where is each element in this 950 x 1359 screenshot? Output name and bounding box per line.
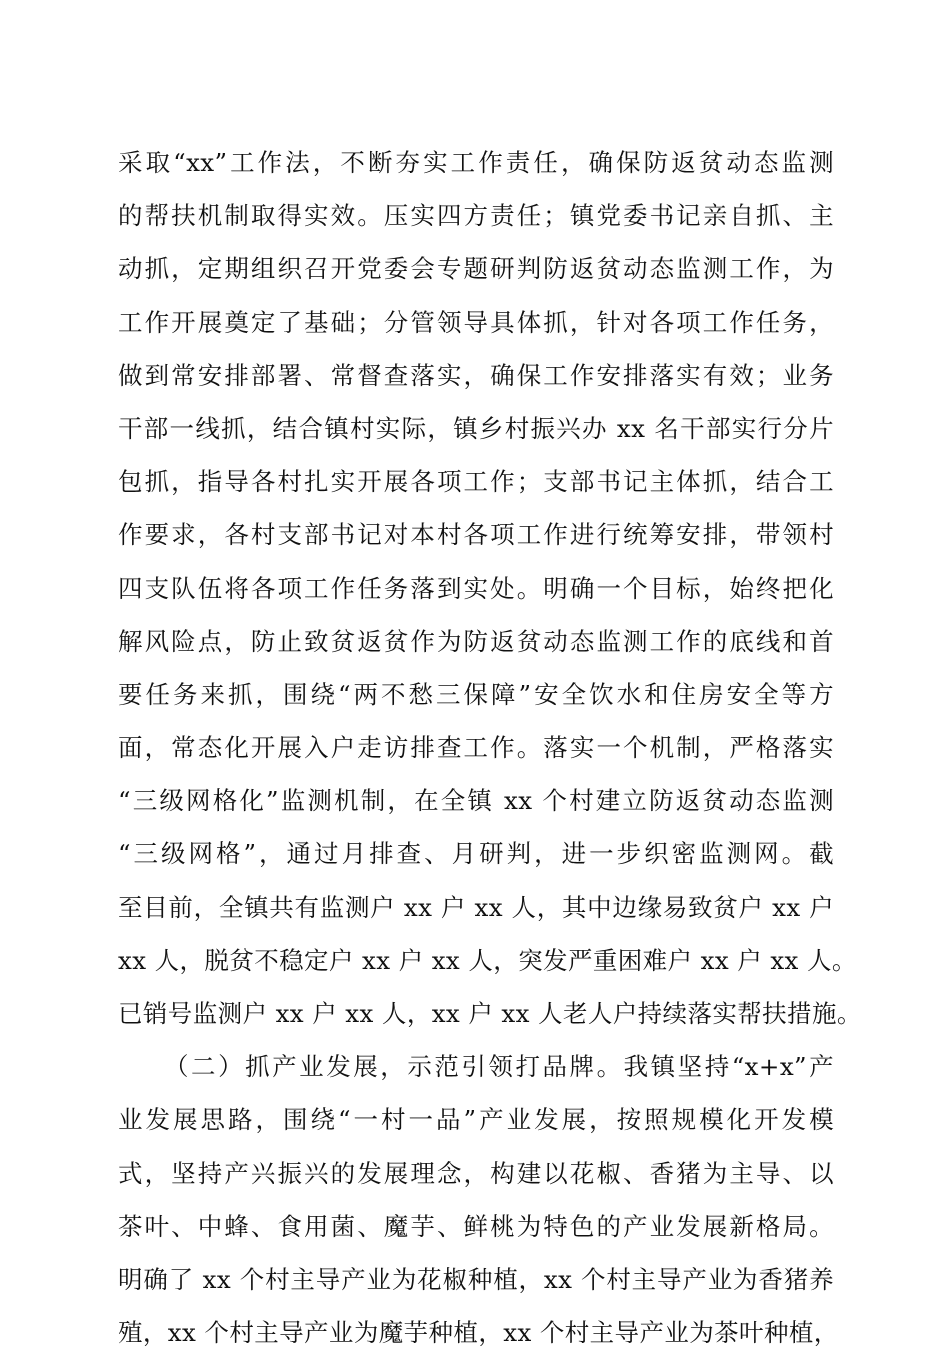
text-line: 工作开展奠定了基础；分管领导具体抓，针对各项工作任务，: [118, 307, 834, 337]
text-line: 动抓，定期组织召开党委会专题研判防返贫动态监测工作，为: [118, 254, 834, 284]
text-line: 至目前，全镇共有监测户 xx 户 xx 人，其中边缘易致贫户 xx 户: [118, 892, 834, 922]
text-line: 解风险点，防止致贫返贫作为防返贫动态监测工作的底线和首: [118, 626, 834, 656]
text-line: 作要求，各村支部书记对本村各项工作进行统筹安排，带领村: [118, 520, 834, 550]
text-line: 做到常安排部署、常督查落实，确保工作安排落实有效；业务: [118, 360, 834, 390]
text-line: xx 人，脱贫不稳定户 xx 户 xx 人，突发严重困难户 xx 户 xx 人。: [118, 945, 857, 975]
text-line: 四支队伍将各项工作任务落到实处。明确一个目标，始终把化: [118, 573, 834, 603]
section-heading-line: （二）抓产业发展，示范引领打品牌。我镇坚持“x+x”产: [164, 1052, 834, 1082]
text-line: 茶叶、中蜂、食用菌、魔芋、鲜桃为特色的产业发展新格局。: [118, 1211, 834, 1241]
text-line: 明确了 xx 个村主导产业为花椒种植，xx 个村主导产业为香猪养: [118, 1264, 834, 1294]
text-line: 殖，xx 个村主导产业为魔芋种植，xx 个村主导产业为茶叶种植，: [118, 1318, 839, 1348]
text-line: “三级网格”，通过月排查、月研判，进一步织密监测网。截: [118, 839, 834, 869]
text-line: 面，常态化开展入户走访排查工作。落实一个机制，严格落实: [118, 733, 834, 763]
text-line: 的帮扶机制取得实效。压实四方责任；镇党委书记亲自抓、主: [118, 201, 834, 231]
text-line: 式，坚持产兴振兴的发展理念，构建以花椒、香猪为主导、以: [118, 1158, 834, 1188]
text-line: 包抓，指导各村扎实开展各项工作；支部书记主体抓，结合工: [118, 467, 834, 497]
text-line: “三级网格化”监测机制，在全镇 xx 个村建立防返贫动态监测: [118, 786, 834, 816]
body-text: [118, 136, 862, 1359]
text-line: 干部一线抓，结合镇村实际，镇乡村振兴办 xx 名干部实行分片: [118, 413, 834, 443]
text-line: 业发展思路，围绕“一村一品”产业发展，按照规模化开发模: [118, 1105, 834, 1135]
paragraph-end-line: 已销号监测户 xx 户 xx 人，xx 户 xx 人老人户持续落实帮扶措施。: [118, 999, 862, 1028]
text-line: 要任务来抓，围绕“两不愁三保障”安全饮水和住房安全等方: [118, 679, 834, 709]
text-line: 采取“xx”工作法，不断夯实工作责任，确保防返贫动态监测: [118, 148, 834, 177]
